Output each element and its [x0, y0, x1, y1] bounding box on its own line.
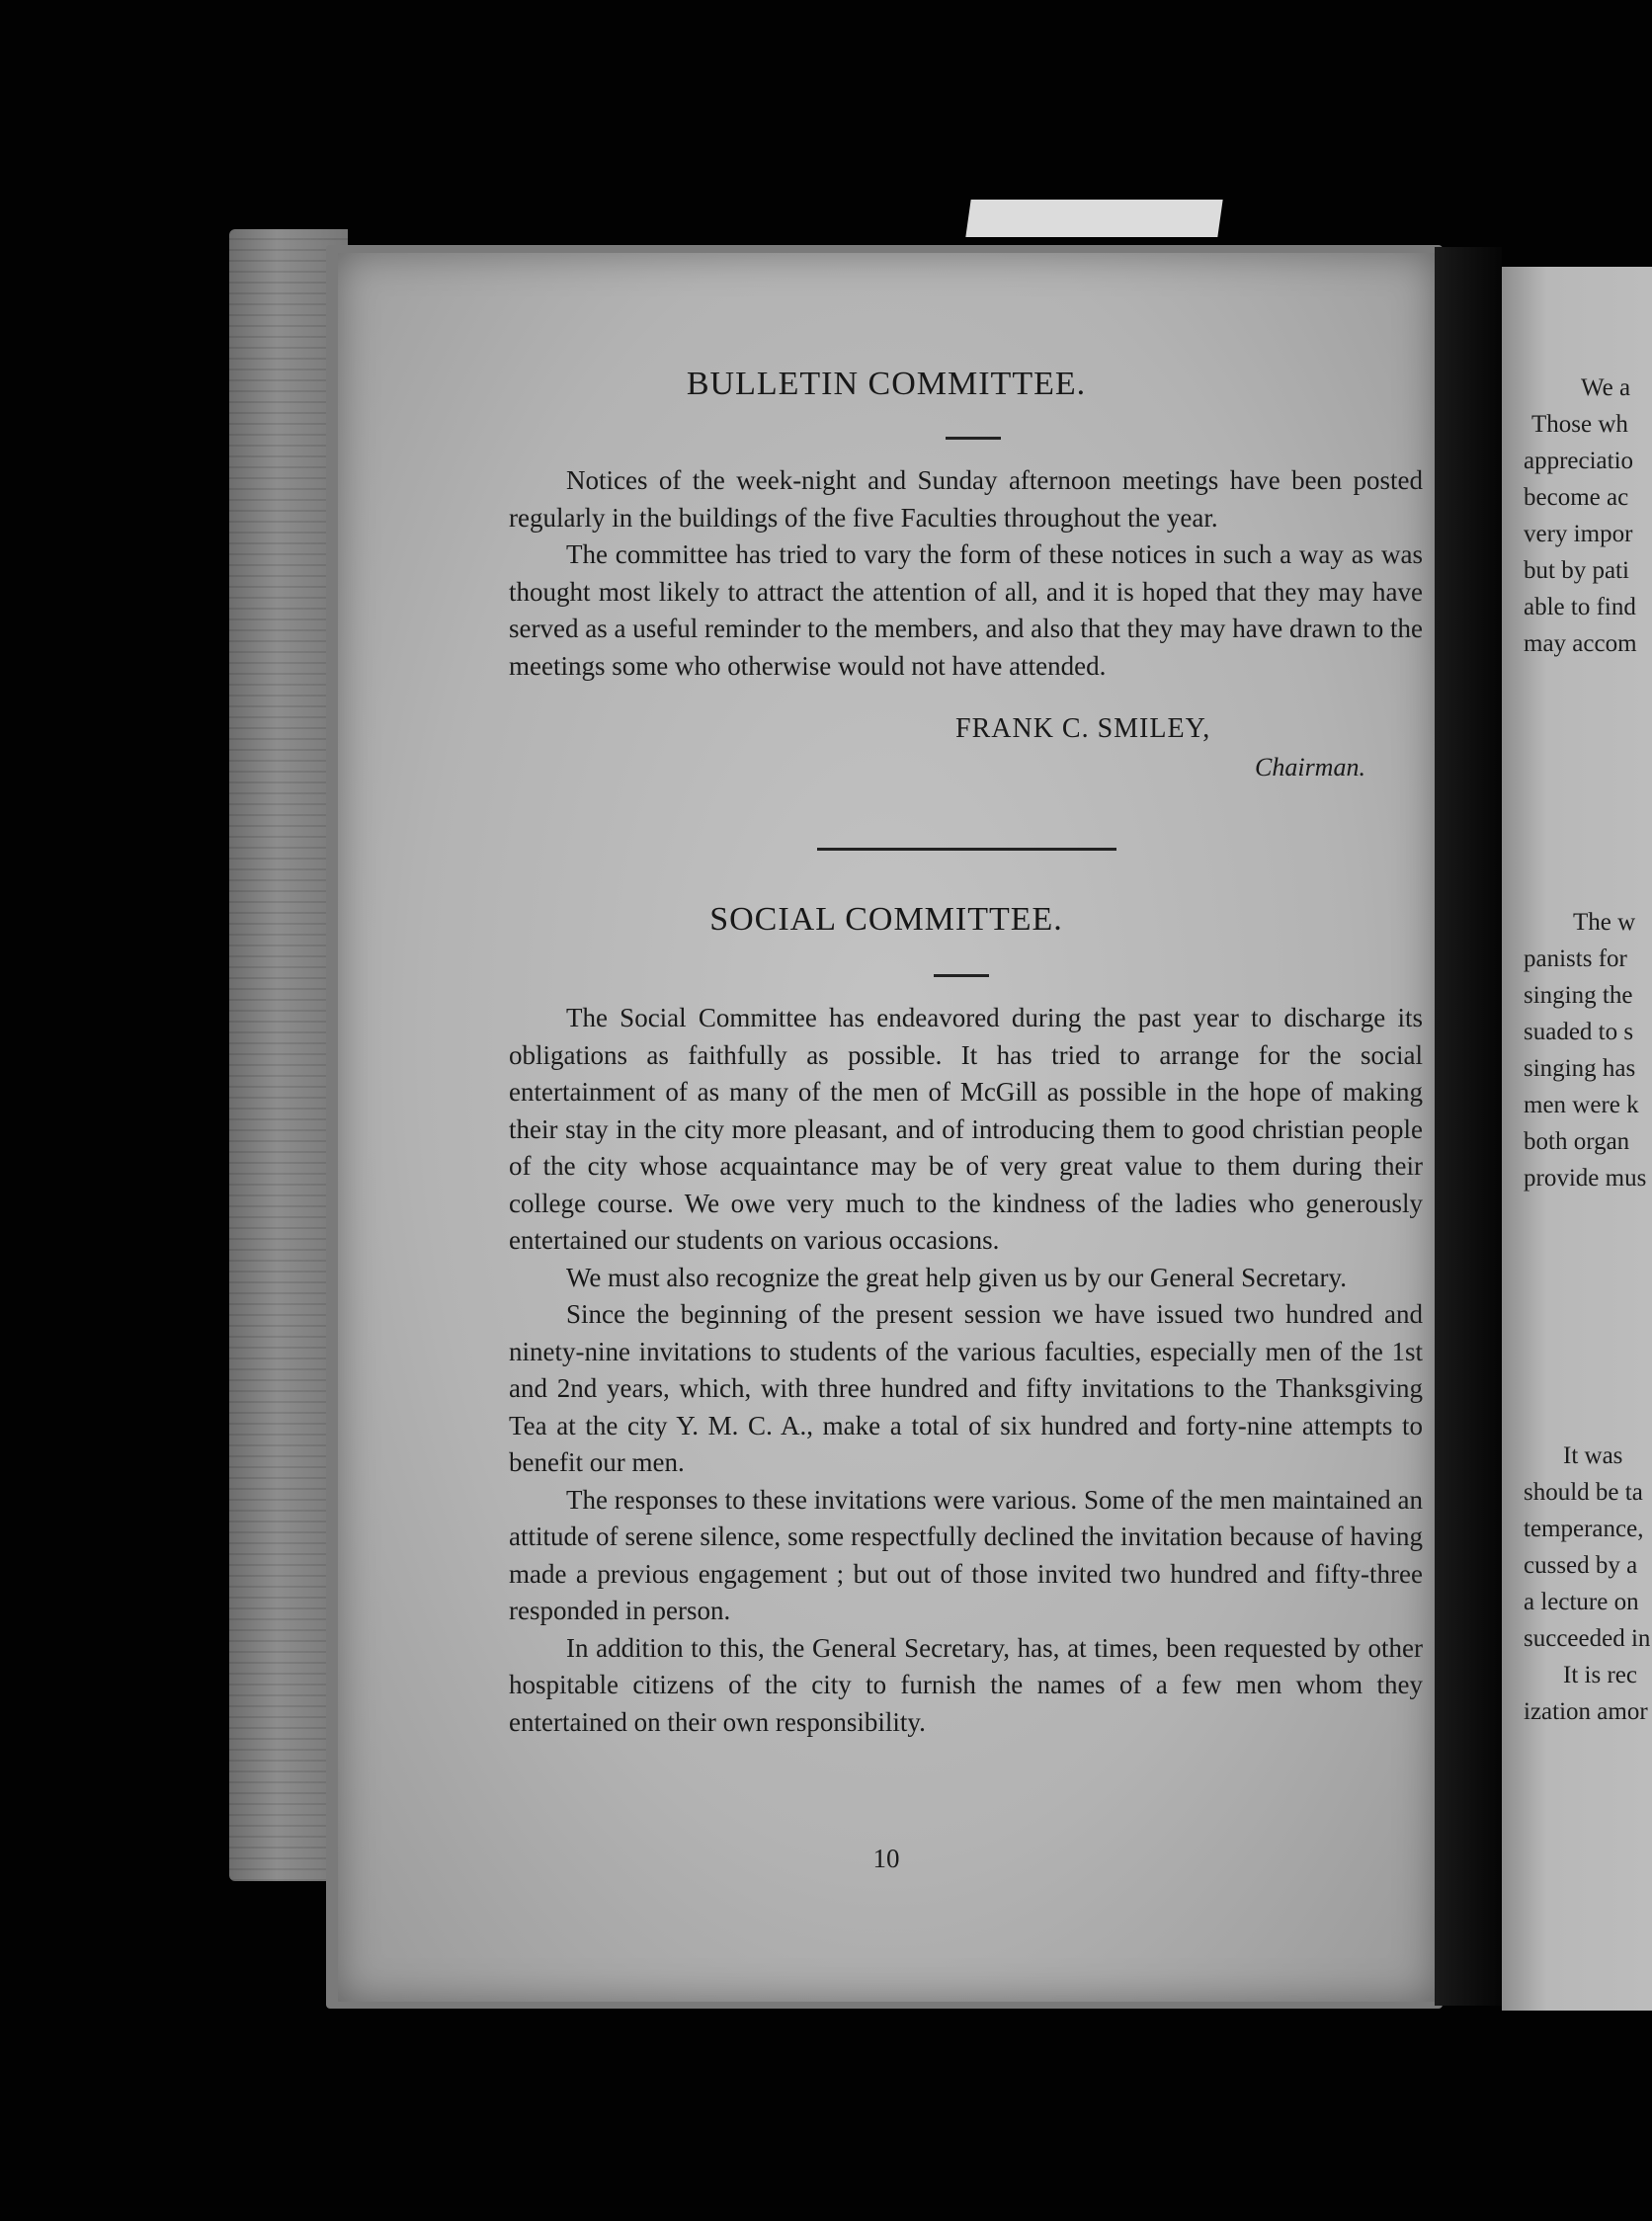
bulletin-paragraph: Notices of the week-night and Sunday afternoon meetings have been posted regularly in the buildings of the five Faculties throughout the year.: [509, 465, 1423, 533]
facing-page-line: very impor: [1524, 521, 1633, 547]
heading-rule: [934, 974, 989, 977]
social-paragraph: The responses to these invitations were various. Some of the men maintained an attitude of serene silence, some respectfully declined the invitation because of having made a previous engagement ; but out of those invited two hundred and fifty-three responded in person.: [509, 1484, 1423, 1625]
facing-page-line: may accom: [1524, 630, 1637, 657]
facing-page-line: cussed by a: [1524, 1552, 1638, 1579]
heading-rule: [946, 437, 1001, 440]
facing-page-line: become ac: [1524, 484, 1629, 511]
paper-slip: [965, 200, 1222, 237]
facing-page: [1502, 267, 1652, 2011]
section-divider: [817, 848, 1116, 851]
facing-page-line: It is rec: [1563, 1662, 1637, 1688]
social-paragraph: The Social Committee has endeavored during the past year to discharge its obligations as faithfully as possible. It has tried to arrange for the social entertainment of as many of the men of McGill as possible in the hope of making their stay in the city more pleasant, and of introducing them to good christian people of the city whose acquaintance may be of very great value to them during their college course. We owe very much to the kindness of the ladies who generously entertained our students on various occasions.: [509, 1003, 1423, 1255]
facing-page-line: able to find: [1524, 594, 1636, 620]
book-gutter: [1435, 247, 1502, 2006]
facing-page-line: should be ta: [1524, 1479, 1643, 1506]
page-number: 10: [872, 1844, 900, 1873]
facing-page-line: singing the: [1524, 982, 1633, 1009]
facing-page-line: but by pati: [1524, 557, 1629, 584]
social-body: [509, 1000, 1423, 1741]
social-paragraph: Since the beginning of the present session we have issued two hundred and ninety-nine invitations to students of the various faculties, especially men of the 1st and 2nd years, which, with three hundred and fifty invitations to the Thanksgiving Tea at the city Y. M. C. A., make a total of six hundred and forty-nine attempts to benefit our men.: [509, 1299, 1423, 1477]
social-paragraph: We must also recognize the great help given us by our General Secretary.: [566, 1262, 1348, 1292]
facing-page-line: temperance,: [1524, 1516, 1644, 1542]
social-heading: SOCIAL COMMITTEE.: [709, 901, 1063, 938]
facing-page-line: a lecture on: [1524, 1589, 1639, 1615]
facing-page-line: It was: [1563, 1442, 1623, 1469]
facing-page-line: suaded to s: [1524, 1019, 1634, 1045]
facing-page-line: The w: [1573, 909, 1636, 936]
facing-page-line: panists for: [1524, 946, 1627, 972]
facing-page-line: singing has: [1524, 1055, 1636, 1082]
facing-page-line: appreciatio: [1524, 448, 1634, 474]
bulletin-heading: BULLETIN COMMITTEE.: [686, 366, 1087, 402]
facing-page-line: both organ: [1524, 1128, 1630, 1155]
facing-page-line: ization amor: [1524, 1698, 1648, 1725]
facing-page-line: Those wh: [1531, 411, 1628, 438]
social-paragraph: In addition to this, the General Secretary, has, at times, been requested by other hospitable citizens of the city to furnish the names of a few men whom they entertained on their own responsibility.: [509, 1632, 1423, 1737]
signature-name: FRANK C. SMILEY,: [955, 713, 1211, 744]
bulletin-body: [509, 462, 1423, 685]
facing-page-line: We a: [1581, 374, 1631, 401]
facing-page-line: men were k: [1524, 1092, 1639, 1118]
bulletin-paragraph: The committee has tried to vary the form of these notices in such a way as was thought most likely to attract the attention of all, and it is hoped that they may have served as a useful reminder to the members, and also that they may have drawn to the meetings some who otherwise would not have attended.: [509, 539, 1423, 681]
signature-title: Chairman.: [1255, 753, 1365, 781]
facing-page-line: provide mus: [1524, 1165, 1647, 1192]
facing-page-line: succeeded in: [1524, 1625, 1651, 1652]
